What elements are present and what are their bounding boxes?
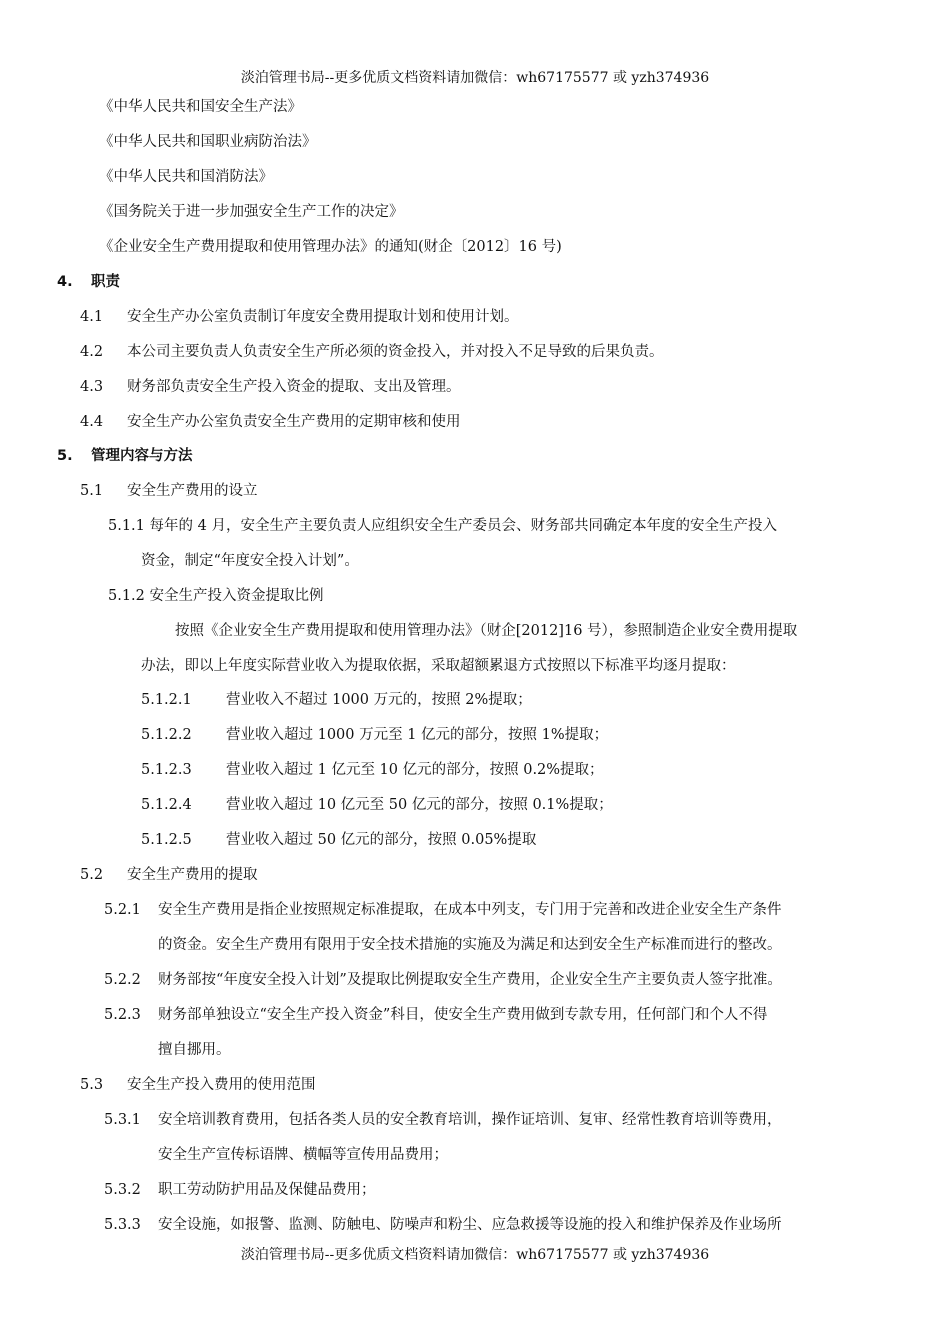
rate-number: 5.1.2.3 xyxy=(141,762,192,778)
paragraph-line: 5.1.2 安全生产投入资金提取比例 xyxy=(108,588,324,604)
rate-text: 营业收入超过 1000 万元至 1 亿元的部分，按照 1%提取； xyxy=(226,727,609,743)
page-footer: 淡泊管理书局--更多优质文档资料请加微信：wh67175577 或 yzh374936 xyxy=(240,1247,710,1263)
rate-text: 营业收入不超过 1000 万元的，按照 2%提取； xyxy=(226,692,532,708)
rate-number: 5.1.2.5 xyxy=(141,832,192,848)
item-text: 本公司主要负责人负责安全生产所必须的资金投入，并对投入不足导致的后果负责。 xyxy=(127,344,664,360)
page-header: 淡泊管理书局--更多优质文档资料请加微信：wh67175577 或 yzh374936 xyxy=(240,70,710,86)
section-5-title: 管理内容与方法 xyxy=(91,448,193,464)
subsection-number: 5.1 xyxy=(80,483,104,499)
item-text: 安全生产费用是指企业按照规定标准提取，在成本中列支，专门用于完善和改进企业安全生产条件 xyxy=(158,902,782,918)
item-text: 财务部按“年度安全投入计划”及提取比例提取安全生产费用，企业安全生产主要负责人签字批准。 xyxy=(158,972,782,988)
section-4-number: 4. xyxy=(57,274,73,290)
subsection-number: 5.3 xyxy=(80,1077,104,1093)
reference-item: 《中华人民共和国消防法》 xyxy=(99,169,273,185)
section-5-number: 5. xyxy=(57,448,73,464)
section-4-title: 职责 xyxy=(91,274,120,290)
item-text: 的资金。安全生产费用有限用于安全技术措施的实施及为满足和达到安全生产标准而进行的整改。 xyxy=(158,937,782,953)
item-text: 安全设施，如报警、监测、防触电、防噪声和粉尘、应急救援等设施的投入和维护保养及作业场所 xyxy=(158,1217,782,1233)
reference-item: 《国务院关于进一步加强安全生产工作的决定》 xyxy=(99,204,404,220)
paragraph-line: 按照《企业安全生产费用提取和使用管理办法》（财企[2012]16 号），参照制造企业安全费用提取 xyxy=(175,623,798,639)
rate-number: 5.1.2.2 xyxy=(141,727,192,743)
paragraph-line: 资金，制定“年度安全投入计划”。 xyxy=(141,553,359,569)
reference-item: 《中华人民共和国安全生产法》 xyxy=(99,99,302,115)
rate-text: 营业收入超过 1 亿元至 10 亿元的部分，按照 0.2%提取； xyxy=(226,762,604,778)
rate-number: 5.1.2.1 xyxy=(141,692,192,708)
reference-item: 《中华人民共和国职业病防治法》 xyxy=(99,134,317,150)
reference-item: 《企业安全生产费用提取和使用管理办法》的通知(财企〔2012〕16 号) xyxy=(99,239,562,255)
item-text: 财务部单独设立“安全生产投入资金”科目，使安全生产费用做到专款专用，任何部门和个人不得 xyxy=(158,1007,768,1023)
rate-text: 营业收入超过 10 亿元至 50 亿元的部分，按照 0.1%提取； xyxy=(226,797,613,813)
item-number: 5.2.1 xyxy=(104,902,141,918)
subsection-title: 安全生产费用的设立 xyxy=(127,483,258,499)
item-number: 4.4 xyxy=(80,414,104,430)
item-text: 安全生产宣传标语牌、横幅等宣传用品费用； xyxy=(158,1147,448,1163)
item-text: 财务部负责安全生产投入资金的提取、支出及管理。 xyxy=(127,379,461,395)
subsection-number: 5.2 xyxy=(80,867,104,883)
paragraph-line: 办法，即以上年度实际营业收入为提取依据，采取超额累退方式按照以下标准平均逐月提取： xyxy=(141,658,736,674)
item-text: 安全培训教育费用，包括各类人员的安全教育培训，操作证培训、复审、经常性教育培训等费用， xyxy=(158,1112,782,1128)
item-text: 安全生产办公室负责制订年度安全费用提取计划和使用计划。 xyxy=(127,309,519,325)
item-text: 擅自挪用。 xyxy=(158,1042,231,1058)
item-number: 5.3.3 xyxy=(104,1217,141,1233)
item-number: 5.2.3 xyxy=(104,1007,141,1023)
subsection-title: 安全生产投入费用的使用范围 xyxy=(127,1077,316,1093)
item-number: 4.3 xyxy=(80,379,104,395)
subsection-title: 安全生产费用的提取 xyxy=(127,867,258,883)
item-number: 4.2 xyxy=(80,344,104,360)
item-number: 5.3.1 xyxy=(104,1112,141,1128)
item-text: 职工劳动防护用品及保健品费用； xyxy=(158,1182,376,1198)
rate-text: 营业收入超过 50 亿元的部分，按照 0.05%提取 xyxy=(226,832,537,848)
paragraph-line: 5.1.1 每年的 4 月，安全生产主要负责人应组织安全生产委员会、财务部共同确定本年度的安全生产投入 xyxy=(108,518,777,534)
item-number: 4.1 xyxy=(80,309,104,325)
item-number: 5.2.2 xyxy=(104,972,141,988)
item-text: 安全生产办公室负责安全生产费用的定期审核和使用 xyxy=(127,414,461,430)
item-number: 5.3.2 xyxy=(104,1182,141,1198)
rate-number: 5.1.2.4 xyxy=(141,797,192,813)
